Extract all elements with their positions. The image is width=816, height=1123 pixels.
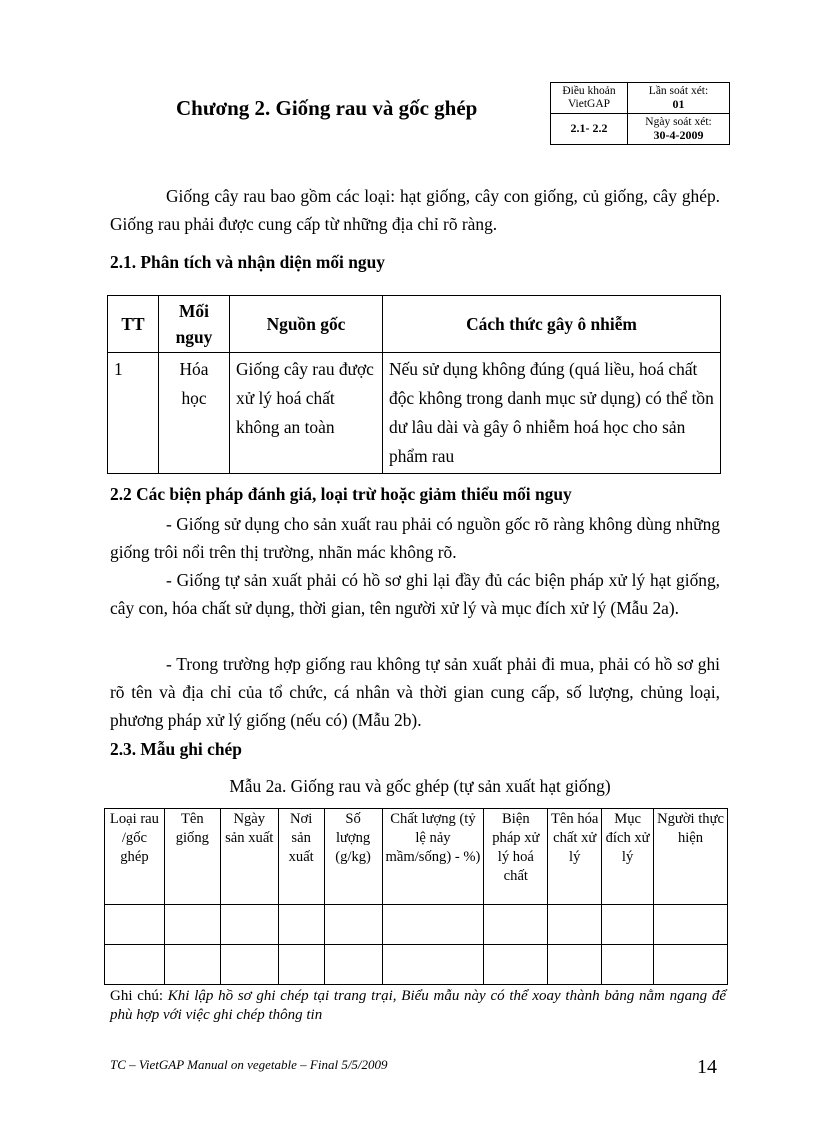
cell-tt: 1 bbox=[108, 353, 159, 474]
form-header-bien-phap: Biện pháp xử lý hoá chất bbox=[484, 809, 548, 905]
intro-paragraph: Giống cây rau bao gồm các loại: hạt giống, cây con giống, củ giống, cây ghép. Giống rau phải được cung cấp từ những địa chỉ rõ ràng. bbox=[110, 186, 720, 234]
clause-value-cell bbox=[551, 114, 628, 145]
cell-cach-thuc: Nếu sử dụng không đúng (quá liều, hoá chất độc không trong danh mục sử dụng) có thể tồn dư lâu dài và gây ô nhiễm hoá học cho sản phẩm rau bbox=[383, 353, 721, 474]
form-caption: Mẫu 2a. Giống rau và gốc ghép (tự sản xuất hạt giống) bbox=[229, 776, 611, 796]
revision-value: 01 bbox=[672, 96, 685, 111]
form-empty-row bbox=[105, 905, 728, 945]
table-row bbox=[108, 353, 721, 474]
date-cell bbox=[628, 114, 730, 145]
date-label: Ngày soát xét: bbox=[645, 115, 712, 128]
form-header-muc-dich: Mục đích xử lý bbox=[602, 809, 654, 905]
form-header-ten-giong: Tên giống bbox=[164, 809, 220, 905]
measure-paragraph-2: - Giống tự sản xuất phải có hồ sơ ghi lại đầy đủ các biện pháp xử lý hạt giống, cây con, hóa chất sử dụng, thời gian, tên người xử lý và mục đích xử lý (Mẫu 2a). bbox=[110, 570, 720, 618]
form-header-nguoi-thuc-hien: Người thực hiện bbox=[654, 809, 728, 905]
note-label: Ghi chú: bbox=[110, 988, 164, 1004]
hazard-table bbox=[107, 295, 721, 474]
revision-box bbox=[550, 82, 730, 145]
revision-label: Lần soát xét: bbox=[648, 84, 709, 97]
header-tt: TT bbox=[108, 296, 159, 353]
header-nguon-goc: Nguồn gốc bbox=[230, 296, 383, 353]
note bbox=[110, 987, 726, 1025]
page-number: 14 bbox=[697, 1056, 717, 1078]
cell-nguon-goc: Giống cây rau được xử lý hoá chất không an toàn bbox=[230, 353, 383, 474]
form-2a-table bbox=[104, 808, 728, 985]
form-header-ten-hoa-chat: Tên hóa chất xử lý bbox=[548, 809, 602, 905]
form-header-chat-luong: Chất lượng (tỷ lệ nảy mầm/sống) - %) bbox=[382, 809, 484, 905]
date-value: 30-4-2009 bbox=[653, 127, 704, 142]
form-header-ngay-san-xuat: Ngày sản xuất bbox=[220, 809, 278, 905]
form-header-noi-san-xuat: Nơi sản xuất bbox=[278, 809, 324, 905]
form-header-so-luong: Số lượng (g/kg) bbox=[324, 809, 382, 905]
header-cach-thuc: Cách thức gây ô nhiễm bbox=[383, 296, 721, 353]
page-title: Chương 2. Giống rau và gốc ghép bbox=[176, 96, 478, 120]
section-heading-2-2: 2.2 Các biện pháp đánh giá, loại trừ hoặc giảm thiểu mối nguy bbox=[110, 484, 572, 504]
section-heading-2-1: 2.1. Phân tích và nhận diện mối nguy bbox=[110, 252, 385, 272]
header-moi-nguy: Mối nguy bbox=[159, 296, 230, 353]
form-header-loai-rau: Loại rau /gốc ghép bbox=[105, 809, 165, 905]
measure-paragraph-1: - Giống sử dụng cho sản xuất rau phải có nguồn gốc rõ ràng không dùng những giống trôi nổi trên thị trường, nhãn mác không rõ. bbox=[110, 514, 720, 562]
form-empty-row bbox=[105, 945, 728, 985]
measure-paragraph-3: - Trong trường hợp giống rau không tự sản xuất phải đi mua, phải có hồ sơ ghi rõ tên và địa chỉ của tổ chức, cá nhân và thời gian cung cấp, số lượng, chủng loại, phương pháp xử lý giống (nếu có) (Mẫu 2b). bbox=[110, 654, 720, 730]
footer-text: TC – VietGAP Manual on vegetable – Final 5/5/2009 bbox=[110, 1057, 388, 1072]
revision-cell bbox=[628, 83, 730, 114]
clause-label: Điều khoản VietGAP bbox=[551, 83, 628, 114]
form-header-row bbox=[105, 809, 728, 905]
clause-value: 2.1- 2.2 bbox=[570, 121, 608, 135]
cell-moi-nguy: Hóa học bbox=[159, 353, 230, 474]
hazard-header-row bbox=[108, 296, 721, 353]
note-text: Khi lập hồ sơ ghi chép tại trang trại, Biểu mẫu này có thể xoay thành bảng nằm ngang để phù hợp với việc ghi chép thông tin bbox=[110, 988, 726, 1023]
section-heading-2-3: 2.3. Mẫu ghi chép bbox=[110, 739, 242, 759]
